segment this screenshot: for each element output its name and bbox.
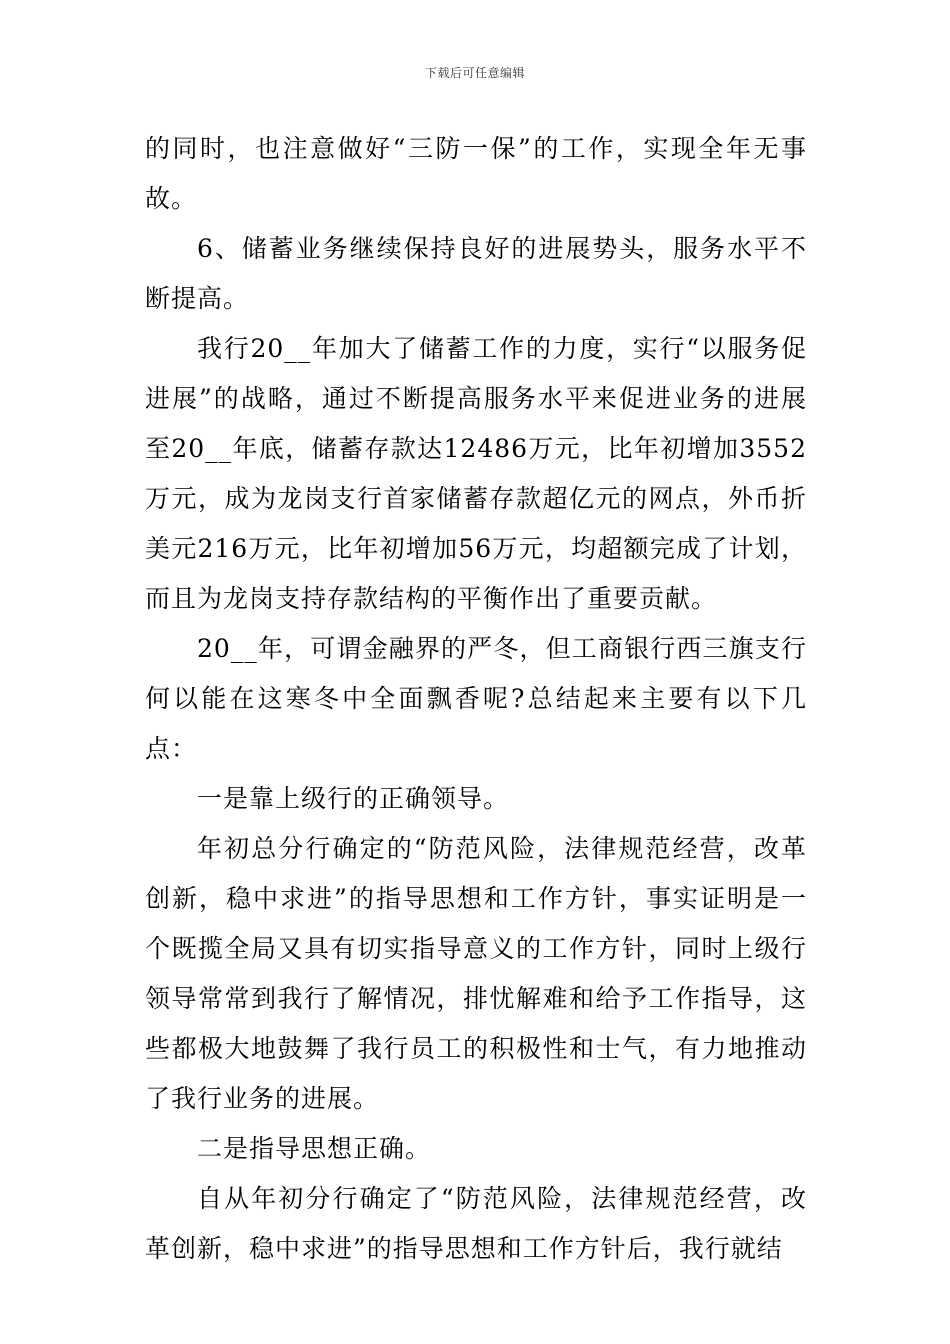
paragraph: 二是指导思想正确。 [197,1134,432,1163]
paragraph: 的同时，也注意做好“三防一保”的工作，实现全年无事故。 [145,134,807,213]
paragraph: 年初总分行确定的“防范风险，法律规范经营，改革创新，稳中求进”的指导思想和工作方针，事实证明是一个既揽全局又具有切实指导意义的工作方针，同时上级行领导常常到我行了解情况，排忧解难和给予工作指导，这些都极大地鼓舞了我行员工的积极性和士气，有力地推动了我行业务的进展。 [145,834,807,1113]
document-body [145,124,807,1274]
paragraph: 我行20__年加大了储蓄工作的力度，实行“以服务促进展”的战略，通过不断提高服务水平来促进业务的进展至20__年底，储蓄存款达12486万元，比年初增加3552万元，成为龙岗支行首家储蓄存款超亿元的网点，外币折美元216万元，比年初增加56万元，均超额完成了计划，而且为龙岗支持存款结构的平衡作出了重要贡献。 [145,334,807,613]
page-header: 下载后可任意编辑 [424,66,525,80]
paragraph: 一是靠上级行的正确领导。 [197,784,510,813]
paragraph: 6、储蓄业务继续保持良好的进展势头，服务水平不断提高。 [145,234,807,313]
paragraph: 20__年，可谓金融界的严冬，但工商银行西三旗支行何以能在这寒冬中全面飘香呢?总结起来主要有以下几点： [145,634,807,763]
paragraph: 自从年初分行确定了“防范风险，法律规范经营，改革创新，稳中求进”的指导思想和工作方针后，我行就结 [145,1184,807,1263]
